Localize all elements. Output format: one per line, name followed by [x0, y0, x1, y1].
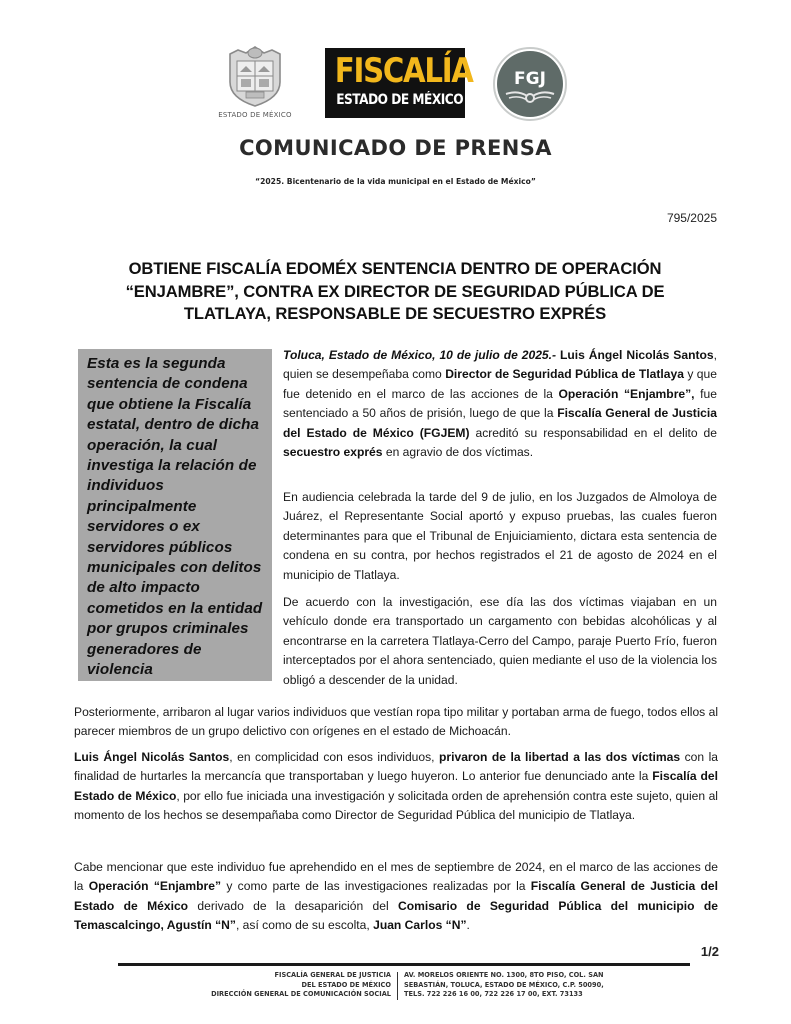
paragraph-3: De acuerdo con la investigación, ese día las dos víctimas viajaban en un vehículo donde era transportado un cargamento con bebidas alcohólicas y al encontrarse en la carretera Tlatlaya-Cerro del Campo, paraje Puerto Frío, fueron interceptados por el ahora sentenciado, quien mediante el uso de la violencia los obligó a descender de la unidad. — [283, 595, 717, 687]
paragraph-5: Luis Ángel Nicolás Santos, en complicidad con esos individuos, privaron de la libertad a las dos víctimas con la finalidad de hurtarles la mercancía que transportaban y luego huyeron. Lo anterior fue denunciado ante la Fiscalía del Estado de México, por ello fue iniciada una investigación y solicitada orden de aprehensión contra este sujeto, quien al momento de los hechos se desempañaba como Director de Seguridad Pública del municipio de Tlatlaya. — [74, 750, 718, 823]
fgj-logo-text: FGJ — [514, 69, 546, 89]
paragraph-4: Posteriormente, arribaron al lugar varios individuos que vestían ropa tipo militar y portaban arma de fuego, todos ellos al parecer miembros de un grupo delictivo con orígenes en el estado de Michoacán. — [74, 705, 719, 739]
footer-address: AV. MORELOS ORIENTE NO. 1300, 8TO PISO, COL. SAN SEBASTIÁN, TOLUCA, ESTADO DE MÉXICO, C.P. 50090, TELS. 722 226 16 00, 722 226 17 00, EXT. 73133 — [404, 971, 604, 999]
headline-line-1: OBTIENE FISCALÍA EDOMÉX SENTENCIA DENTRO DE OPERACIÓN — [128, 259, 662, 278]
fgj-seal-icon — [490, 46, 570, 122]
coat-of-arms-icon — [224, 44, 286, 108]
paragraph-1: Toluca, Estado de México, 10 de julio de 2025.- Luis Ángel Nicolás Santos, quien se desempeñaba como Director de Seguridad Pública de Tlatlaya y que fue detenido en el marco de las acciones de la Operación “Enjambre”, fue sentenciado a 50 años de prisión, luego de que la Fiscalía General de Justicia del Estado de México (FGJEM) acreditó su responsabilidad en el delito de secuestro exprés en agravio de dos víctimas. — [283, 348, 718, 460]
fiscalia-logo-title: FISCALÍA — [334, 51, 473, 91]
headline-line-2: “ENJAMBRE”, CONTRA EX DIRECTOR DE SEGURIDAD PÚBLICA DE — [125, 281, 665, 301]
estado-de-mexico-logo — [212, 44, 298, 122]
press-release-title: COMUNICADO DE PRENSA — [239, 136, 552, 160]
fiscalia-logo — [325, 48, 473, 118]
edomex-logo-caption: ESTADO DE MÉXICO — [218, 111, 292, 119]
fiscalia-logo-subtitle: ESTADO DE MÉXICO — [336, 92, 464, 108]
header-logos — [0, 44, 791, 124]
year-motto: “2025. Bicentenario de la vida municipal en el Estado de México” — [255, 177, 536, 186]
footer-divider — [118, 963, 690, 966]
sidebar-text: Esta es la segunda sentencia de condena que obtiene la Fiscalía estatal, dentro de dicha operación, la cual investiga la relación de individuos principalmente servidores o ex servidores públicos municipales con delitos de alto impacto cometidos en la entidad por grupos criminales generadores de violencia — [87, 355, 263, 679]
highlight-sidebar — [78, 349, 272, 681]
footer-institution: FISCALÍA GENERAL DE JUSTICIA DEL ESTADO DE MÉXICO DIRECCIÓN GENERAL DE COMUNICACIÓN SOCIAL — [211, 971, 391, 999]
headline — [84, 258, 706, 326]
bulletin-number: 795/2025 — [666, 211, 717, 225]
name-highlight: Luis Ángel Nicolás Santos — [560, 348, 714, 362]
dateline: Toluca, Estado de México, 10 de julio de 2025.- — [283, 348, 557, 362]
page-number: 1/2 — [700, 944, 719, 959]
paragraph-2: En audiencia celebrada la tarde del 9 de julio, en los Juzgados de Almoloya de Juárez, el Representante Social aportó y expuso pruebas, las cuales fueron determinantes para que el Tribunal de Enjuiciamiento, dictara esta sentencia de condena en su contra, por hechos registrados el 21 de agosto de 2024 en el municipio de Tlatlaya. — [283, 490, 717, 582]
fgj-logo — [490, 46, 570, 122]
headline-line-3: TLATLAYA, RESPONSABLE DE SECUESTRO EXPRÉS — [183, 304, 607, 323]
paragraph-6: Cabe mencionar que este individuo fue aprehendido en el mes de septiembre de 2024, en el marco de las acciones de la Operación “Enjambre” y como parte de las investigaciones realizadas por la Fiscalía General de Justicia del Estado de México derivado de la desaparición del Comisario de Seguridad Pública del municipio de Temascalcingo, Agustín “N”, así como de su escolta, Juan Carlos “N”. — [74, 860, 719, 933]
footer-separator — [397, 972, 398, 1000]
